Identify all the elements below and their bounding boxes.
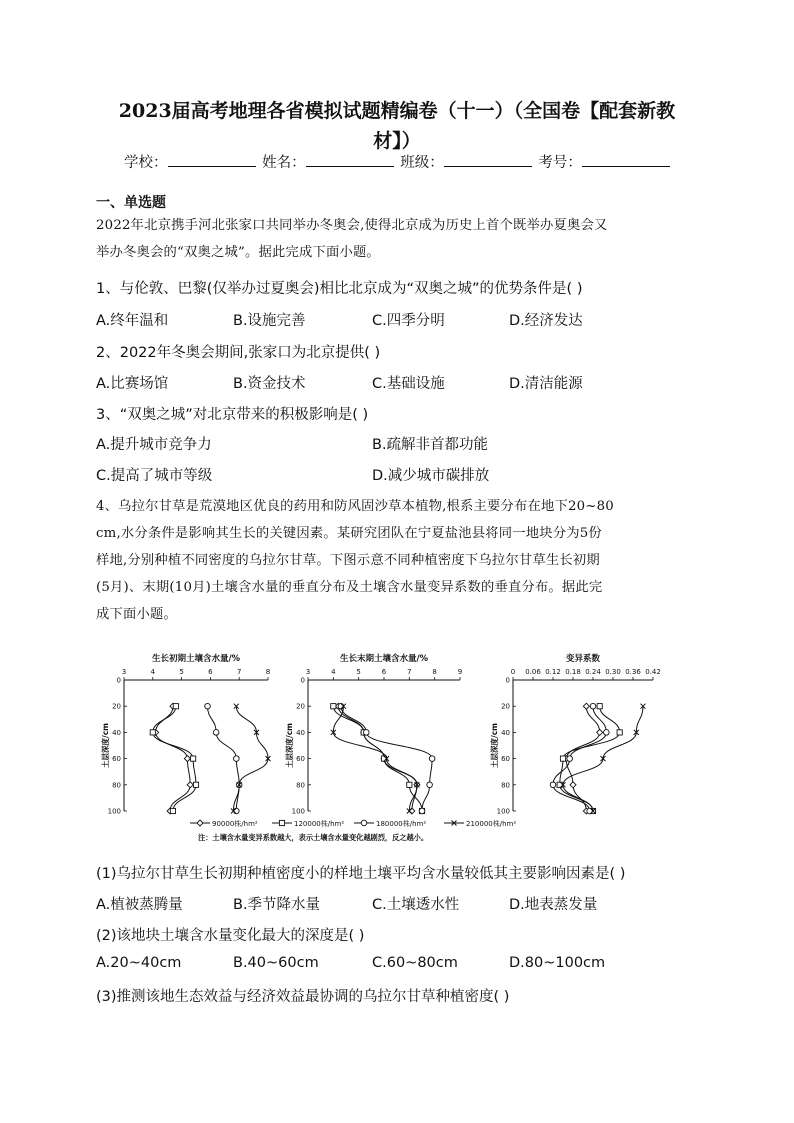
y-tick-label: 60 [501,755,510,764]
section-heading: 一、单选题 [96,195,166,211]
sub2-option-d[interactable]: D.80~100cm [509,955,606,971]
x-tick-label: 7 [407,668,412,676]
y-tick-label: 40 [501,728,510,737]
data-point [583,703,589,709]
x-tick-label: 0.42 [645,668,661,676]
data-point [331,704,336,709]
intro-line: 2022年北京携手河北张家口共同举办冬奥会,使得北京成为历史上首个既举办夏奥会又 [96,218,608,233]
series-line [333,706,417,811]
sub-question-1-stem: (1)乌拉尔甘草生长初期种植密度小的样地土壤平均含水量较低其主要影响因素是( ) [96,866,626,882]
intro-line: 举办冬奥会的“双奥之城”。据此完成下面小题。 [96,245,380,260]
q4-line: 4、乌拉尔甘草是荒漠地区优良的药用和防风固沙草本植物,根系主要分布在地下20~80 [96,499,614,514]
sub2-option-b[interactable]: B.40~60cm [233,955,319,971]
sub2-option-c[interactable]: C.60~80cm [372,955,458,971]
exam-title-line2: 材】） [373,130,421,152]
x-tick-label: 0.18 [565,668,581,676]
class-label: 班级： [400,155,444,171]
school-label: 学校： [124,155,168,171]
x-tick-label: 0 [510,668,516,676]
sub1-option-a[interactable]: A.植被蒸腾量 [96,897,183,913]
x-tick-label: 4 [331,668,336,676]
q3-option-d[interactable]: D.减少城市碳排放 [372,468,490,484]
name-blank [306,154,394,167]
school-blank [168,154,256,167]
data-point [191,756,196,761]
y-tick-label: 100 [107,807,121,816]
data-point [187,782,193,788]
figure-note: 注：土壤含水量变异系数越大，表示土壤含水量变化越剧烈，反之越小。 [198,833,429,842]
x-tick-label: 0.24 [585,668,601,676]
soil-moisture-figure [101,650,668,855]
data-point [597,729,603,735]
question-3-stem: 3、“双奥之城”对北京带来的积极影响是( ) [96,407,369,423]
data-point [604,730,610,736]
q4-line: cm,水分条件是影响其生长的关键因素。某研究团队在宁夏盐池县将同一地块分为5份 [96,526,602,541]
series-line [338,706,417,811]
q4-line: (5月)、末期(10月)土壤含水量的垂直分布及土壤含水量变异系数的垂直分布。据此完 [96,580,603,595]
data-point [567,756,573,762]
question-1-stem: 1、与伦敦、巴黎(仅举办过夏奥会)相比北京成为“双奥之城”的优势条件是( ) [96,281,583,297]
y-tick-label: 80 [112,781,121,790]
exam-no-label: 考号： [538,155,582,171]
y-tick-label: 20 [501,702,510,711]
x-tick-label: 6 [208,668,213,676]
y-tick-label: 20 [112,702,121,711]
data-point [184,756,190,762]
q1-option-d[interactable]: D.经济发达 [509,313,583,329]
y-axis-label: 土层深度/cm [490,723,499,768]
x-tick-label: 4 [150,668,156,676]
exam-title-line1: 2023届高考地理各省模拟试题精编卷（十一）（全国卷【配套新教 [118,100,676,122]
q4-line: 样地,分别种植不同密度的乌拉尔甘草。下图示意不同种植密度下乌拉尔甘草生长初期 [96,553,600,568]
series-line [333,706,422,811]
data-point [213,730,219,736]
data-point [429,756,435,762]
y-tick-label: 60 [112,755,121,764]
y-axis-label: 土层深度/cm [101,723,110,768]
x-tick-label: 8 [265,668,271,676]
y-tick-label: 60 [296,755,305,764]
q2-option-b[interactable]: B.资金技术 [233,376,306,392]
x-tick-label: 5 [179,668,184,676]
x-tick-label: 0.12 [545,668,561,676]
y-tick-label: 40 [296,728,305,737]
q2-option-d[interactable]: D.清洁能源 [509,376,583,392]
student-info-line [124,151,672,172]
data-point [590,703,596,709]
exam-no-blank [582,154,670,167]
x-tick-label: 0.06 [525,668,541,676]
y-tick-label: 100 [496,807,510,816]
data-point [617,730,622,735]
exam-title [88,96,706,156]
sub2-option-a[interactable]: A.20~40cm [96,955,182,971]
class-blank [444,154,532,167]
data-point [205,703,211,709]
y-tick-label: 0 [300,676,305,685]
y-axis-label: 土层深度/cm [285,723,294,768]
q1-option-a[interactable]: A.终年温和 [96,313,169,329]
q2-option-c[interactable]: C.基础设施 [372,376,445,392]
q3-option-a[interactable]: A.提升城市竞争力 [96,437,212,453]
question-4-paragraph [96,493,696,628]
q2-option-a[interactable]: A.比赛场馆 [96,376,169,392]
y-tick-label: 100 [291,807,305,816]
y-tick-label: 20 [296,702,305,711]
x-tick-label: 6 [381,668,387,676]
data-point [173,704,178,709]
y-tick-label: 0 [116,676,121,685]
data-point [363,730,369,736]
y-tick-label: 80 [296,781,305,790]
x-tick-label: 0.30 [605,668,621,676]
data-point [150,730,155,735]
legend-marker [279,820,284,825]
data-point [170,808,175,813]
q3-option-c[interactable]: C.提高了城市等级 [96,468,213,484]
y-tick-label: 80 [501,781,510,790]
legend-label: 120000株/hm² [294,820,345,828]
x-tick-label: 9 [457,668,463,676]
x-tick-label: 7 [236,668,242,676]
legend-label: 180000株/hm² [376,820,427,828]
x-tick-label: 8 [432,668,437,676]
sub-question-3-stem: (3)推测该地生态效益与经济效益最协调的乌拉尔甘草种植密度( ) [96,989,510,1005]
data-point [419,808,425,814]
q4-line: 成下面小题。 [96,607,177,622]
sub-question-2-stem: (2)该地块土壤含水量变化最大的深度是( ) [96,928,365,944]
chart-title: 变异系数 [565,654,601,664]
y-tick-label: 0 [505,676,510,685]
question-2-stem: 2、2022年冬奥会期间,张家口为北京提供( ) [96,345,381,361]
sub1-option-c[interactable]: C.土壤透水性 [372,897,460,913]
x-tick-label: 5 [356,668,361,676]
q1-option-b[interactable]: B.设施完善 [233,313,306,329]
legend-marker [197,820,203,826]
data-point [407,782,412,787]
x-tick-label: 3 [305,668,311,676]
sub1-option-d[interactable]: D.地表蒸发量 [509,897,598,913]
data-point [597,704,602,709]
data-point [234,808,240,814]
data-point [550,782,556,788]
data-point [234,756,240,762]
legend-label: 210000株/hm² [466,820,517,828]
q1-option-c[interactable]: C.四季分明 [372,313,445,329]
chart-title: 生长初期土壤含水量/% [151,654,241,664]
sub1-option-b[interactable]: B.季节降水量 [233,897,321,913]
name-label: 姓名： [262,155,306,171]
x-tick-label: 0.36 [625,668,641,676]
data-point [193,782,198,787]
intro-paragraph [96,212,696,266]
data-point [570,782,576,788]
q3-option-b[interactable]: B.疏解非首都功能 [372,437,489,453]
chart-title: 生长末期土壤含水量/% [339,654,429,664]
y-tick-label: 40 [112,728,121,737]
legend-marker [361,820,367,826]
data-point [560,756,565,761]
data-point [427,782,433,788]
legend-label: 90000株/hm² [212,820,258,828]
x-tick-label: 3 [121,668,127,676]
